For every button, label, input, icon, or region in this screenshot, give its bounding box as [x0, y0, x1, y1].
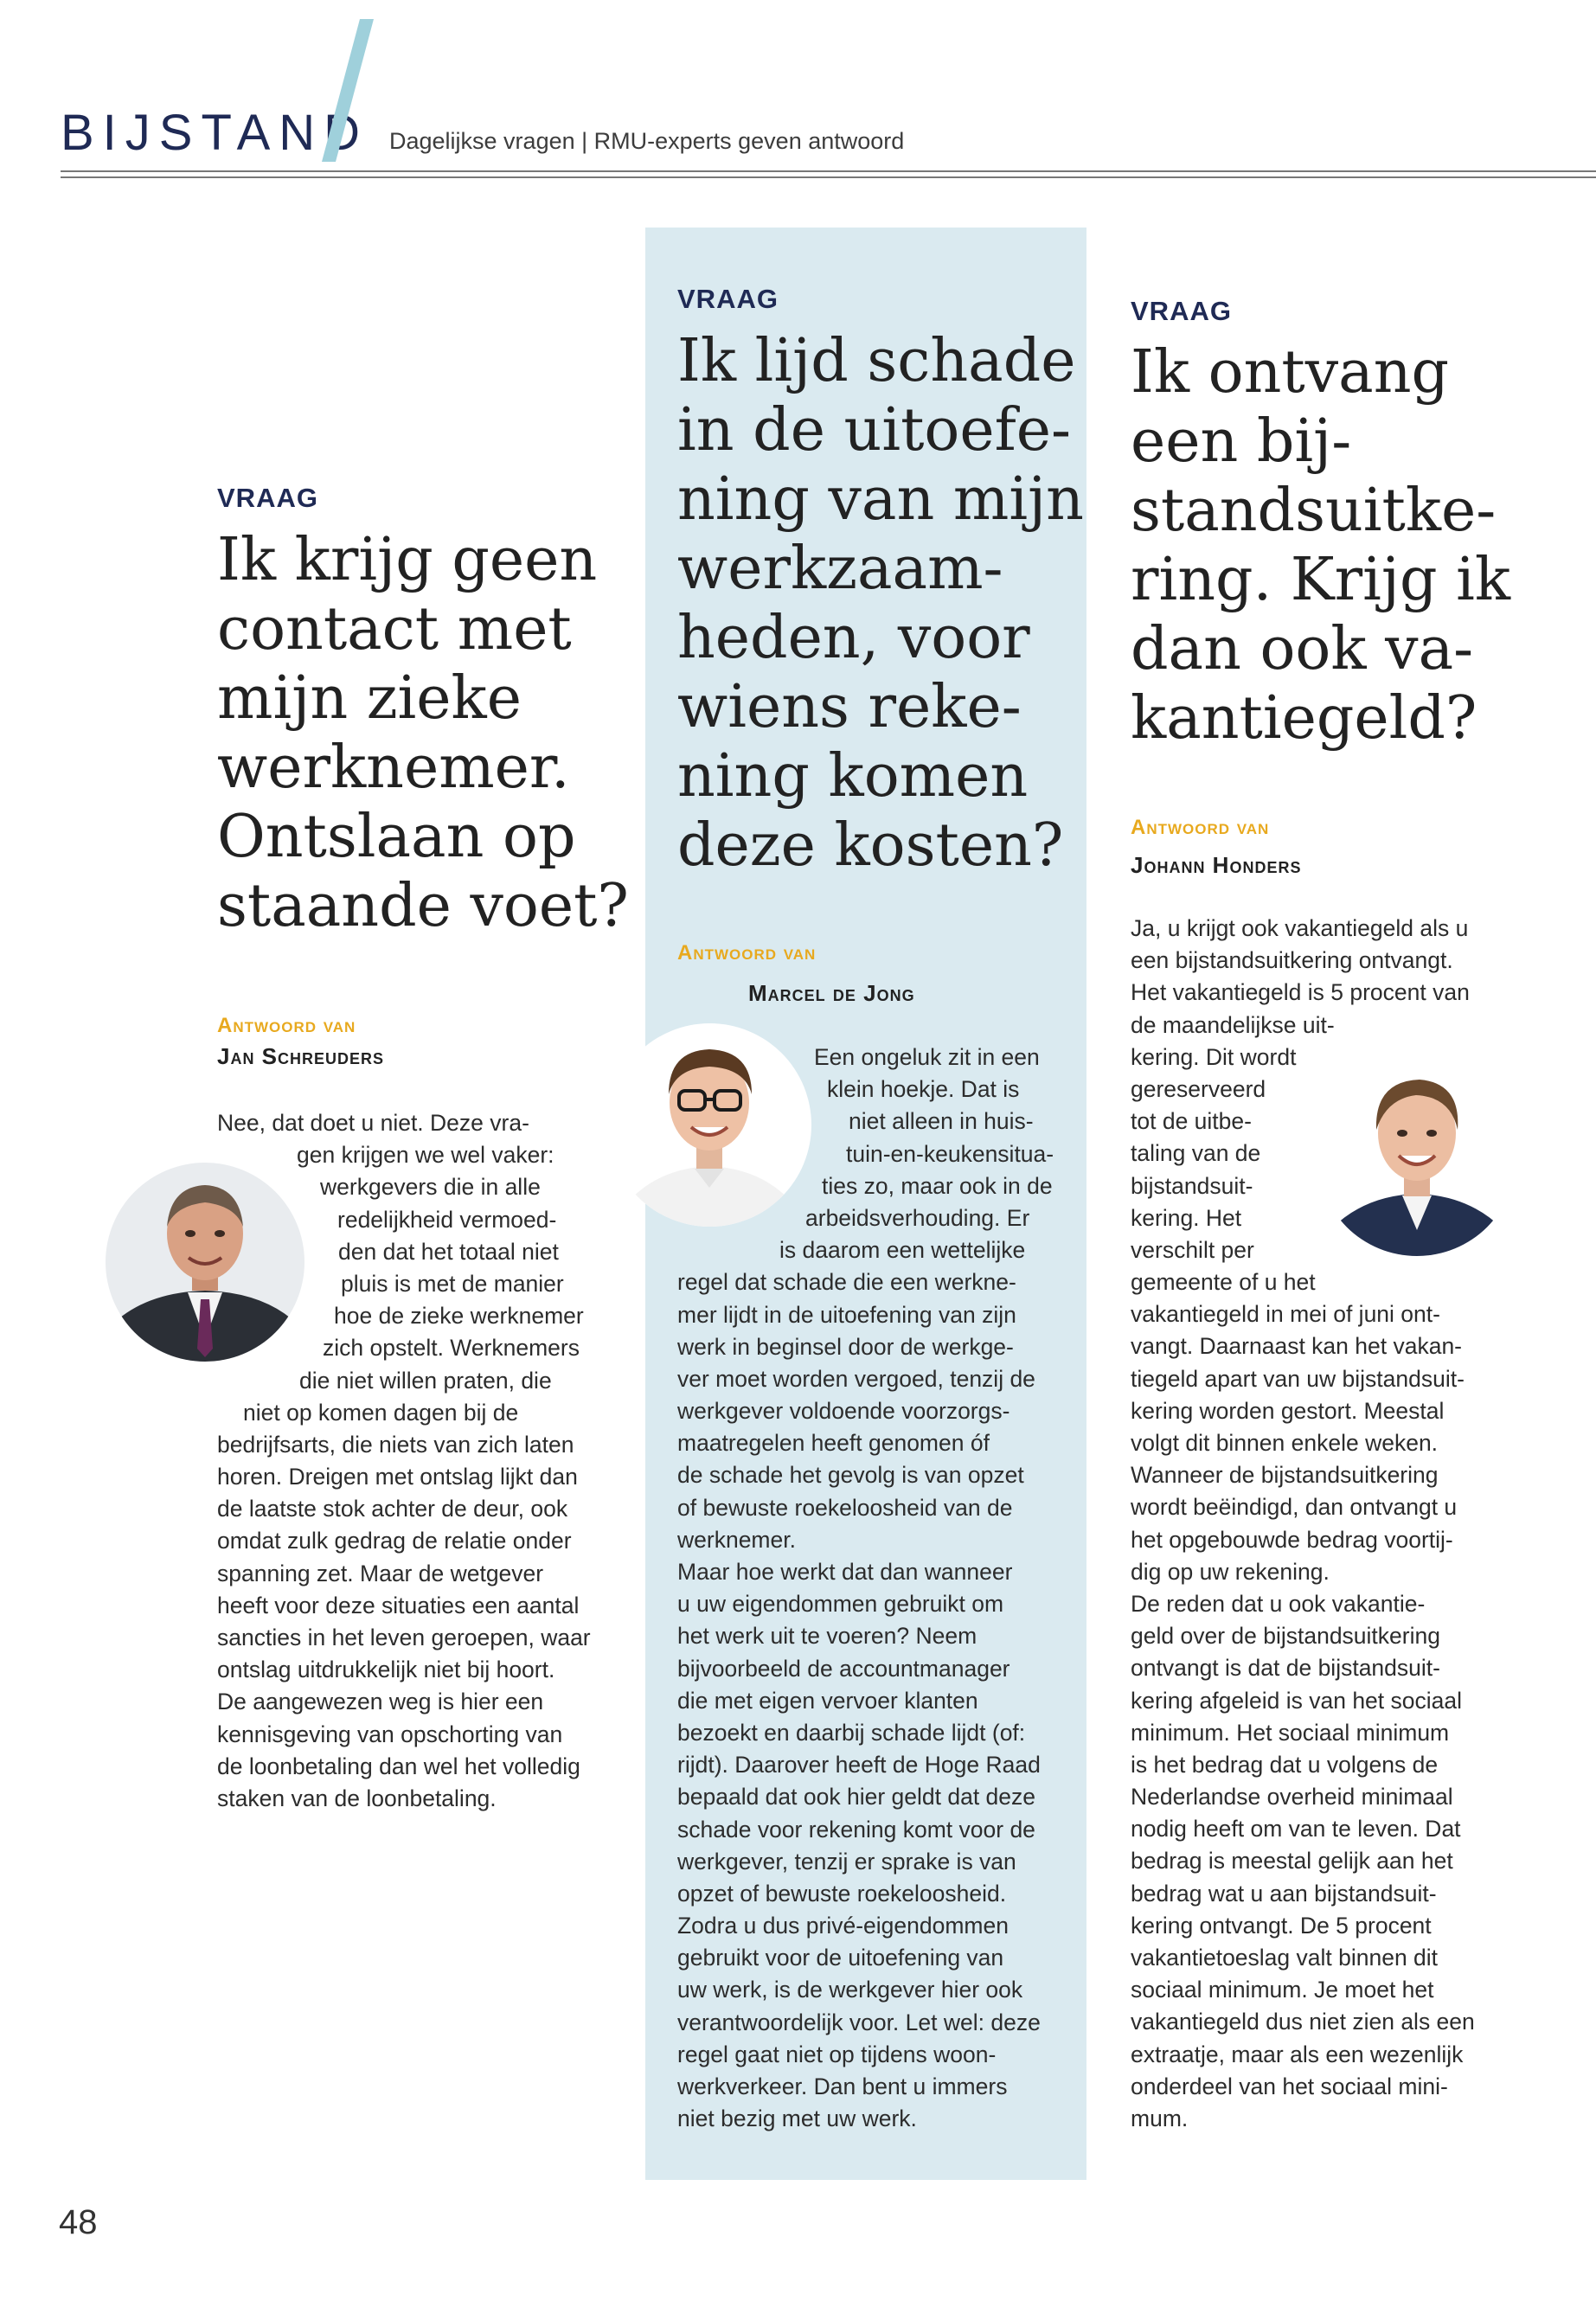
question-label: VRAAG: [1131, 296, 1232, 326]
text-line: taling van de: [1131, 1140, 1261, 1167]
text-line: dig op uw rekening.: [1131, 1558, 1330, 1585]
text-line: Zodra u dus privé-eigendommen: [677, 1913, 1009, 1939]
portrait-photo: [106, 1163, 304, 1362]
text-line: maatregelen heeft genomen óf: [677, 1430, 990, 1457]
text-line: niet op komen dagen bij de: [243, 1399, 519, 1426]
text-line: minimum. Het sociaal minimum: [1131, 1719, 1450, 1746]
text-line: Maar hoe werkt dat dan wanneer: [677, 1559, 1013, 1585]
question-label: VRAAG: [677, 284, 779, 314]
text-line: bedrijfsarts, die niets van zich laten: [217, 1431, 574, 1458]
text-line: kering ontvangt. De 5 procent: [1131, 1912, 1432, 1939]
text-line: Het vakantiegeld is 5 procent van: [1131, 979, 1470, 1006]
text-line: geld over de bijstandsuitkering: [1131, 1623, 1440, 1650]
text-line: kering afgeleid is van het sociaal: [1131, 1687, 1463, 1714]
text-line: vakantiegeld dus niet zien als een: [1131, 2009, 1475, 2035]
header-rule: [61, 176, 1596, 178]
author-name: Jan Schreuders: [217, 1043, 385, 1069]
answer-label: Antwoord van: [1131, 816, 1270, 839]
text-line: gebruikt voor de uitoefening van: [677, 1945, 1004, 1971]
text-line: werkgever voldoende voorzorgs-: [677, 1398, 1010, 1425]
text-line: onderdeel van het sociaal mini-: [1131, 2073, 1448, 2099]
question-heading: Ik lijd schade in de uitoefe- ning van mijn werkzaam- heden, voor wiens reke- ning komen deze kosten?: [677, 327, 1084, 880]
slash-decoration: [322, 19, 374, 162]
text-line: vakantiegeld in mei of juni ont-: [1131, 1301, 1440, 1328]
text-line: de schade het gevolg is van opzet: [677, 1462, 1024, 1489]
text-line: vakantietoeslag valt binnen dit: [1131, 1945, 1439, 1971]
text-line: heeft voor deze situaties een aantal: [217, 1592, 580, 1618]
text-line: redelijkheid vermoed-: [337, 1206, 557, 1233]
text-line: bedrag is meestal gelijk aan het: [1131, 1848, 1453, 1875]
page-number: 48: [59, 2203, 98, 2241]
answer-label: Antwoord van: [217, 1014, 356, 1037]
text-line: uw werk, is de werkgever hier ook: [677, 1977, 1023, 2003]
text-line: klein hoekje. Dat is: [827, 1076, 1020, 1103]
text-line: die met eigen vervoer klanten: [677, 1687, 978, 1714]
text-line: Een ongeluk zit in een: [814, 1044, 1040, 1070]
text-line: werkgever, tenzij er sprake is van: [677, 1848, 1016, 1875]
author-name: Johann Honders: [1131, 852, 1302, 878]
text-line: werkverkeer. Dan bent u immers: [677, 2073, 1008, 2099]
answer-label: Antwoord van: [677, 941, 817, 965]
text-line: bepaald dat ook hier geldt dat deze: [677, 1784, 1036, 1811]
text-line: gen krijgen we wel vaker:: [297, 1142, 554, 1169]
text-line: kennisgeving van opschorting van: [217, 1721, 563, 1747]
question-heading: Ik krijg geen contact met mijn zieke werknemer. Ontslaan op staande voet?: [217, 526, 629, 940]
text-line: bijstandsuit-: [1131, 1172, 1253, 1199]
text-line: extraatje, maar als een wezenlijk: [1131, 2041, 1464, 2067]
text-line: verschilt per: [1131, 1236, 1254, 1263]
text-line: omdat zulk gedrag de relatie onder: [217, 1528, 572, 1554]
text-line: hoe de zieke werknemer: [334, 1303, 584, 1330]
text-line: nodig heeft om van te leven. Dat: [1131, 1816, 1461, 1843]
text-line: het opgebouwde bedrag voortij-: [1131, 1526, 1453, 1553]
text-line: Nederlandse overheid minimaal: [1131, 1784, 1453, 1811]
text-line: bijvoorbeeld de accountmanager: [677, 1655, 1010, 1682]
text-line: ontslag uitdrukkelijk niet bij hoort.: [217, 1657, 555, 1683]
text-line: Nee, dat doet u niet. Deze vra-: [217, 1110, 529, 1136]
author-name: Marcel de Jong: [748, 980, 915, 1006]
text-line: pluis is met de manier: [341, 1270, 564, 1297]
text-line: tuin-en-keukensitua-: [846, 1140, 1054, 1167]
question-label: VRAAG: [217, 483, 318, 513]
section-title: BIJSTAND: [61, 105, 369, 161]
text-line: werkgevers die in alle: [320, 1174, 541, 1201]
text-line: ver moet worden vergoed, tenzij de: [677, 1365, 1035, 1392]
text-line: de loonbetaling dan wel het volledig: [217, 1753, 580, 1779]
text-line: het werk uit te voeren? Neem: [677, 1623, 977, 1650]
text-line: niet bezig met uw werk.: [677, 2106, 917, 2132]
text-line: u uw eigendommen gebruikt om: [677, 1591, 1004, 1618]
text-line: bezoekt en daarbij schade lijdt (of:: [677, 1719, 1026, 1746]
text-line: mum.: [1131, 2105, 1189, 2131]
section-subtitle: Dagelijkse vragen | RMU-experts geven antwoord: [389, 128, 905, 154]
header-rule: [61, 170, 1596, 172]
text-line: kering. Dit wordt: [1131, 1043, 1297, 1070]
text-line: den dat het totaal niet: [338, 1238, 559, 1265]
text-line: kering. Het: [1131, 1204, 1242, 1231]
text-line: een bijstandsuitkering ontvangt.: [1131, 947, 1453, 974]
portrait-photo: [1317, 1057, 1516, 1256]
text-line: volgt dit binnen enkele weken.: [1131, 1430, 1439, 1456]
text-line: niet alleen in huis-: [849, 1108, 1034, 1135]
text-line: de laatste stok achter de deur, ook: [217, 1496, 568, 1522]
text-line: De aangewezen weg is hier een: [217, 1689, 544, 1715]
text-line: werknemer.: [677, 1526, 796, 1553]
question-heading: Ik ontvang een bij- standsuitke- ring. Krijg ik dan ook va- kantiegeld?: [1131, 338, 1511, 753]
text-line: ontvangt is dat de bijstandsuit-: [1131, 1655, 1440, 1682]
text-line: rijdt). Daarover heeft de Hoge Raad: [677, 1752, 1041, 1779]
text-line: sancties in het leven geroepen, waar: [217, 1625, 591, 1650]
text-line: staken van de loonbetaling.: [217, 1785, 497, 1811]
text-line: is het bedrag dat u volgens de: [1131, 1751, 1439, 1778]
text-line: tot de uitbe-: [1131, 1108, 1252, 1135]
text-line: wordt beëindigd, dan ontvangt u: [1131, 1494, 1458, 1521]
text-line: sociaal minimum. Je moet het: [1131, 1977, 1434, 2003]
text-line: gemeente of u het: [1131, 1269, 1316, 1296]
text-line: verantwoordelijk voor. Let wel: deze: [677, 2009, 1041, 2035]
text-line: Wanneer de bijstandsuitkering: [1131, 1462, 1439, 1489]
portrait-photo: [608, 1023, 811, 1227]
text-line: de maandelijkse uit-: [1131, 1011, 1335, 1038]
text-line: De reden dat u ook vakantie-: [1131, 1590, 1426, 1617]
text-line: spanning zet. Maar de wetgever: [217, 1560, 544, 1586]
text-line: gereserveerd: [1131, 1075, 1266, 1102]
text-line: ties zo, maar ook in de: [822, 1172, 1053, 1199]
text-line: Ja, u krijgt ook vakantiegeld als u: [1131, 915, 1469, 941]
text-line: of bewuste roekeloosheid van de: [677, 1494, 1013, 1521]
text-line: tiegeld apart van uw bijstandsuit-: [1131, 1365, 1465, 1392]
text-line: horen. Dreigen met ontslag lijkt dan: [217, 1464, 578, 1490]
text-line: regel dat schade die een werkne-: [677, 1269, 1016, 1296]
text-line: opzet of bewuste roekeloosheid.: [677, 1880, 1007, 1907]
text-line: arbeidsverhouding. Er: [805, 1204, 1030, 1231]
text-line: schade voor rekening komt voor de: [677, 1816, 1035, 1843]
text-line: zich opstelt. Werknemers: [323, 1335, 580, 1362]
text-line: vangt. Daarnaast kan het vakan-: [1131, 1333, 1463, 1360]
text-line: is daarom een wettelijke: [779, 1237, 1026, 1264]
text-line: mer lijdt in de uitoefening van zijn: [677, 1301, 1016, 1328]
text-line: die niet willen praten, die: [299, 1367, 552, 1394]
text-line: bedrag wat u aan bijstandsuit-: [1131, 1880, 1437, 1907]
text-line: kering worden gestort. Meestal: [1131, 1397, 1445, 1424]
text-line: werk in beginsel door de werkge-: [677, 1333, 1014, 1360]
text-line: regel gaat niet op tijdens woon-: [677, 2041, 997, 2067]
